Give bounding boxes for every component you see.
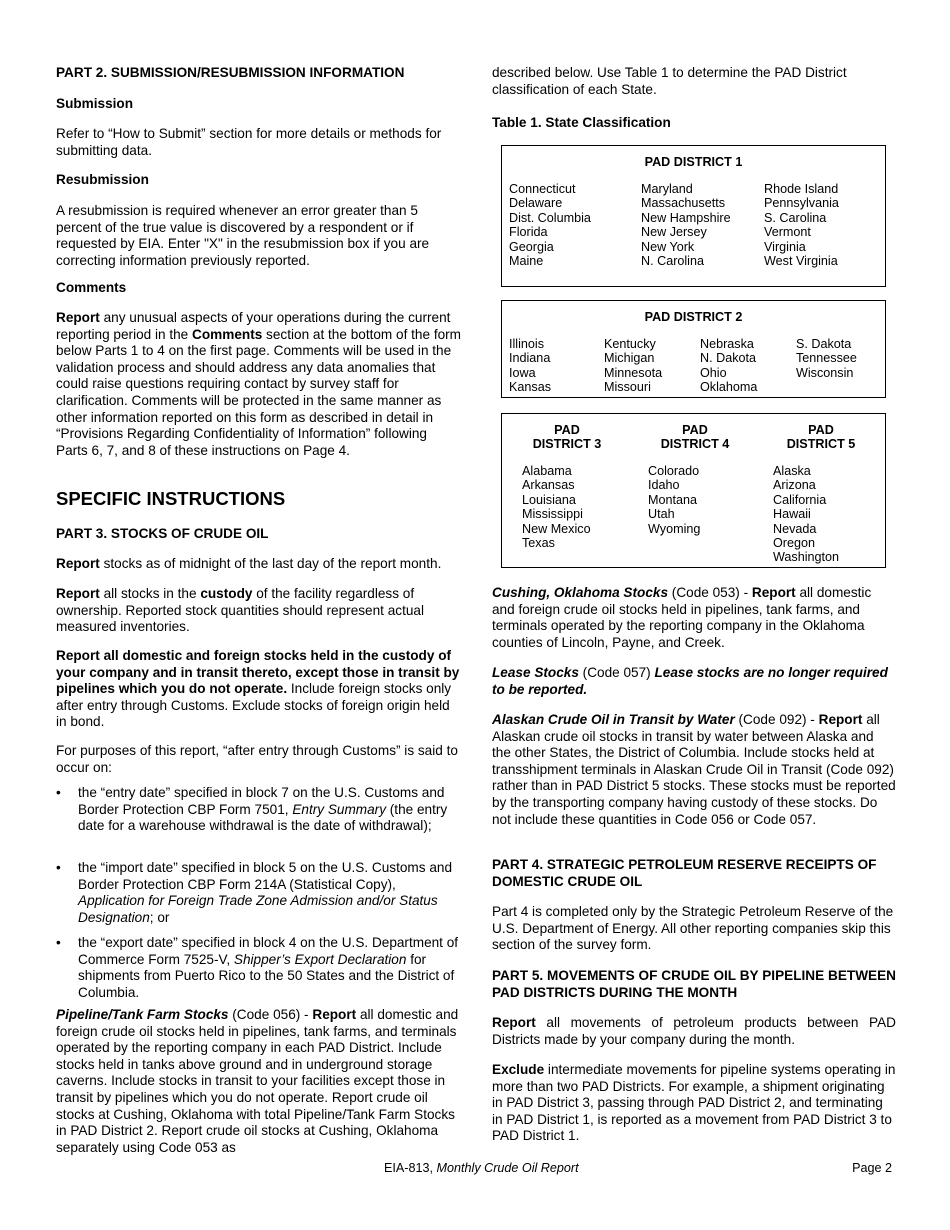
state-name: Alabama (522, 464, 572, 478)
part4-heading: PART 4. STRATEGIC PETROLEUM RESERVE RECEIPTS OF DOMESTIC CRUDE OIL (492, 857, 877, 889)
pad2-column-1 (509, 337, 551, 395)
state-name: Maine (509, 254, 544, 269)
stocks-paragraph-3: Report all domestic and foreign stocks held in the custody of your company and in transit thereto, except those in transit by pipelines which you do not operate. Include foreign stocks only after entry through Customs. Exclude stocks of foreign origin held in bond. (56, 648, 460, 730)
resubmission-heading: Resubmission (56, 172, 149, 187)
state-name: Nevada (773, 521, 817, 536)
state-name: Louisiana (522, 492, 576, 507)
state-name: California (773, 492, 827, 507)
state-name: Kansas (509, 380, 552, 395)
state-name: Oklahoma (700, 380, 758, 395)
state-name: Arizona (773, 478, 816, 493)
state-name: Rhode Island (764, 182, 839, 196)
state-name: Virginia (764, 239, 806, 254)
state-name: S. Dakota (796, 337, 852, 351)
state-name: New Jersey (641, 225, 707, 240)
pad5-states (773, 464, 839, 565)
state-name: Washington (773, 550, 840, 565)
pad1-column-1 (509, 182, 591, 268)
state-name: West Virginia (764, 254, 838, 269)
state-name: New York (641, 239, 695, 254)
state-name: S. Carolina (764, 210, 827, 225)
state-name: Colorado (648, 464, 700, 478)
pad-district-1-box (501, 145, 886, 287)
state-name: N. Dakota (700, 351, 756, 366)
footer-page-number: Page 2 (852, 1161, 892, 1175)
state-name: Arkansas (522, 478, 575, 493)
state-name: Tennessee (796, 351, 857, 366)
pad1-column-3 (764, 182, 839, 268)
state-name: Hawaii (773, 507, 811, 522)
state-name: Maryland (641, 182, 693, 196)
pad-district-1-title: PAD DISTRICT 1 (644, 155, 743, 169)
state-name: New Hampshire (641, 210, 731, 225)
part5-heading: PART 5. MOVEMENTS OF CRUDE OIL BY PIPELINE BETWEEN PAD DISTRICTS DURING THE MONTH (492, 968, 896, 1000)
state-name: Dist. Columbia (509, 210, 591, 225)
cushing-stocks-paragraph: Cushing, Oklahoma Stocks (Code 053) - Report all domestic and foreign crude oil stocks held in pipelines, tank farms, and terminals operated by the reporting company in the Oklahoma counties of Lincoln, Payne, and Creek. (492, 585, 872, 650)
list-item: • the “import date” specified in block 5 on the U.S. Customs and Border Protection CBP Form 214A (Statistical Copy), Application for Foreign Trade Zone Admission and/or Status Designation; or (78, 860, 462, 926)
state-name: N. Carolina (641, 254, 704, 269)
state-name: Alaska (773, 464, 811, 478)
alaskan-crude-paragraph: Alaskan Crude Oil in Transit by Water (Code 092) - Report all Alaskan crude oil stocks in transit by water between Alaska and the other States, the District of Columbia. Include stocks held at transshipment terminals in Alaskan Crude Oil in Transit (Code 092) rather than in PAD District 5 stocks. These stocks must be reported by the transporting company having custody of these stocks. Do not include these quantities in Code 056 or Code 057. (492, 712, 896, 827)
stocks-paragraph-2: Report all stocks in the custody of the facility regardless of ownership. Reported stock quantities should represent actual measured inventories. (56, 586, 425, 635)
state-name: Minnesota (604, 365, 663, 380)
state-name: Oregon (773, 536, 816, 551)
state-name: Illinois (509, 337, 544, 351)
state-name: Wisconsin (796, 365, 854, 380)
pad-district-2-box (501, 300, 886, 398)
state-name: Massachusetts (641, 196, 725, 211)
resubmission-text: A resubmission is required whenever an error greater than 5 percent of the true value is discovered by a respondent or if requested by EIA. Enter "X" in the resubmission box if you are correcting information previously reported. (56, 203, 430, 268)
comments-text: Report any unusual aspects of your operations during the current reporting period in the Comments section at the bottom of the form below Parts 1 to 4 on the first page. Comments will be used in the validation process and should address any data anomalies that could raise questions requiring contact by survey staff for clarification. Comments will be protected in the same manner as other information reported on this form as described in detail in “Provisions Regarding Confidentiality of Information” following Parts 6, 7, and 8 of these instructions on Page 4. (56, 310, 462, 458)
state-name: Michigan (604, 351, 655, 366)
pad-districts-3-4-5-box (501, 413, 886, 568)
state-name: Texas (522, 536, 555, 551)
state-name: Connecticut (509, 182, 576, 196)
pad-district-4-title: PAD DISTRICT 4 (660, 423, 730, 452)
list-item: • the “entry date” specified in block 7 on the U.S. Customs and Border Protection CBP Form 7501, Entry Summary (the entry date for a warehouse withdrawal is the date of withdrawal); (78, 785, 462, 835)
footer-form-title: EIA-813, Monthly Crude Oil Report (384, 1161, 579, 1175)
comments-heading: Comments (56, 280, 127, 295)
part5-report-text: Report all movements of petroleum products between PAD Districts made by your company during the month. (492, 1015, 896, 1047)
pad2-column-3 (700, 337, 757, 395)
pad2-column-4 (796, 337, 857, 380)
state-name: Kentucky (604, 337, 656, 351)
customs-intro: For purposes of this report, “after entry through Customs” is said to occur on: (56, 743, 458, 775)
specific-instructions-heading: SPECIFIC INSTRUCTIONS (56, 488, 286, 509)
pad2-column-2 (604, 337, 662, 395)
pad-district-5-title: PAD DISTRICT 5 (786, 423, 856, 452)
stocks-paragraph-1: Report stocks as of midnight of the last day of the report month. (56, 556, 442, 571)
submission-heading: Submission (56, 96, 134, 111)
state-name: Mississippi (522, 507, 583, 522)
state-name: Montana (648, 492, 698, 507)
continued-text: described below. Use Table 1 to determine the PAD District classification of each State. (492, 65, 847, 97)
state-name: Missouri (604, 380, 651, 395)
pad-district-3-title: PAD DISTRICT 3 (532, 423, 602, 452)
part4-text: Part 4 is completed only by the Strategic Petroleum Reserve of the U.S. Department of Energy. All other reporting companies skip this section of the survey form. (492, 904, 894, 953)
state-name: Pennsylvania (764, 196, 839, 211)
part5-exclude-text: Exclude intermediate movements for pipeline systems operating in more than two PAD Districts. For example, a shipment originating in PAD District 3, passing through PAD District 2, and terminating in PAD District 1, is reported as a movement from PAD District 3 to PAD District 1. (492, 1062, 896, 1144)
pad-district-2-title: PAD DISTRICT 2 (644, 310, 743, 324)
pad4-states (648, 464, 700, 536)
part3-heading: PART 3. STOCKS OF CRUDE OIL (56, 526, 269, 541)
state-name: Georgia (509, 239, 554, 254)
state-name: Vermont (764, 225, 811, 240)
state-name: Florida (509, 225, 548, 240)
state-name: Utah (648, 507, 675, 522)
state-name: Nebraska (700, 337, 754, 351)
submission-text: Refer to “How to Submit” section for more details or methods for submitting data. (56, 126, 442, 158)
lease-stocks-paragraph: Lease Stocks (Code 057) Lease stocks are no longer required to be reported. (492, 665, 888, 697)
part2-heading: PART 2. SUBMISSION/RESUBMISSION INFORMATION (56, 65, 405, 80)
state-name: Idaho (648, 478, 680, 493)
list-item: • the “export date” specified in block 4 on the U.S. Department of Commerce Form 7525-V, Shipper’s Export Declaration for shipments from Puerto Rico to the 50 States and the District of Columbia. (78, 935, 462, 1001)
pad3-states (522, 464, 591, 550)
state-name: New Mexico (522, 521, 591, 536)
state-name: Indiana (509, 351, 551, 366)
state-name: Ohio (700, 365, 727, 380)
state-name: Wyoming (648, 521, 701, 536)
table-title: Table 1. State Classification (492, 115, 671, 130)
state-name: Iowa (509, 365, 536, 380)
pad1-column-2 (641, 182, 731, 268)
pipeline-stocks-paragraph: Pipeline/Tank Farm Stocks (Code 056) - Report all domestic and foreign crude oil stocks held in pipelines, tank farms, and terminals operated by the reporting company in each PAD District. Include stocks held in tanks above ground and in underground storage caverns. Include stocks in transit to your facilities except those in transit by pipelines which you do not operate. Report crude oil stocks at Cushing, Oklahoma with total Pipeline/Tank Farm Stocks in PAD District 2. Report crude oil stocks at Cushing, Oklahoma separately using Code 053 as (56, 1007, 459, 1155)
state-name: Delaware (509, 196, 563, 211)
